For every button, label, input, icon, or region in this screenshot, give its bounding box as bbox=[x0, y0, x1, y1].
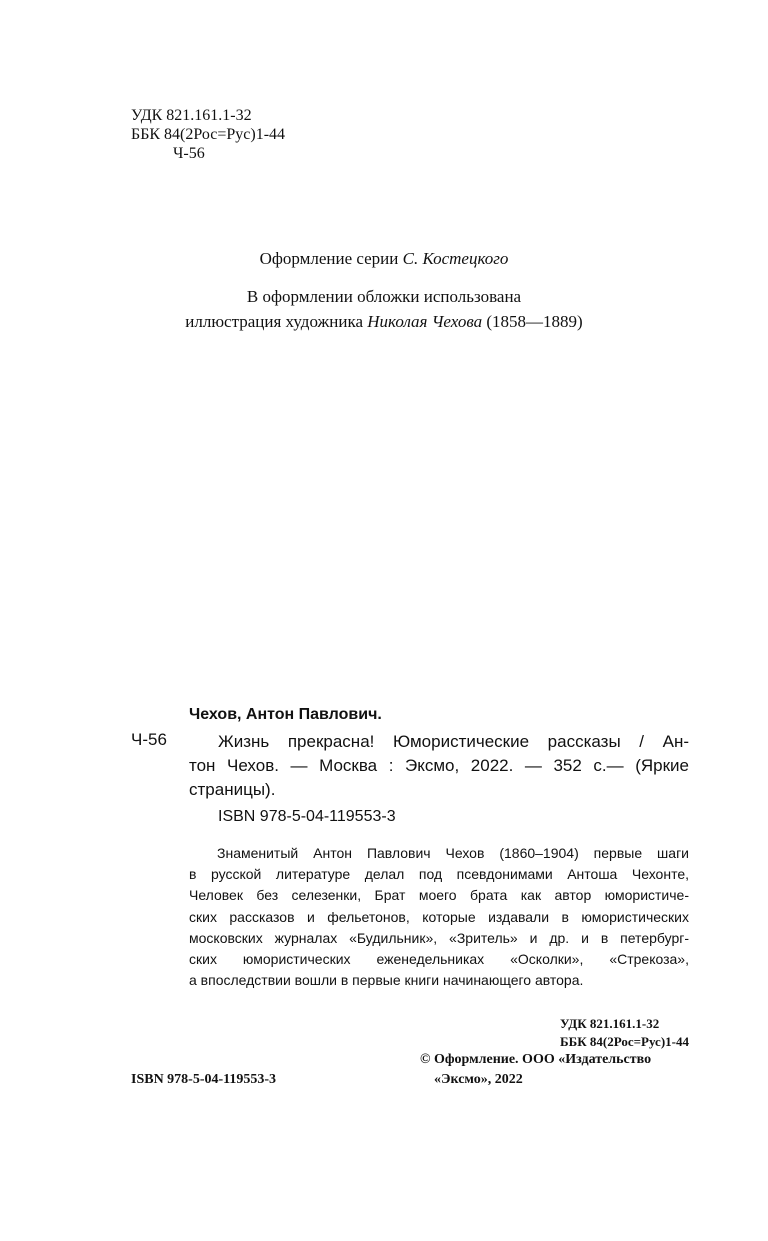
copyright-line-1: © Оформление. ООО «Издательство bbox=[420, 1052, 652, 1067]
bbk-code: ББК 84(2Рос=Рус)1-44 bbox=[131, 126, 286, 143]
bibliographic-description bbox=[189, 730, 689, 802]
catalog-udk-code: УДК 821.161.1-32 bbox=[560, 1016, 660, 1031]
annotation-line: а впоследствии вошли в первые книги начинающего автора. bbox=[189, 972, 584, 989]
copyright-line-2: «Эксмо», 2022 bbox=[434, 1072, 523, 1087]
biblio-line-1: Жизнь прекрасна! Юмористические рассказы / Ан- bbox=[218, 732, 689, 751]
catalog-bbk-code: ББК 84(2Рос=Рус)1-44 bbox=[560, 1034, 689, 1049]
footer-isbn: ISBN 978-5-04-119553-3 bbox=[131, 1072, 277, 1087]
classification-codes bbox=[131, 106, 285, 163]
annotation-line: в русской литературе делал под псевдонимами Антоша Чехонте, bbox=[189, 866, 689, 883]
annotation-line: Человек без селезенки, Брат моего брата как автор юмористиче- bbox=[189, 887, 689, 904]
catalog-author-mark: Ч-56 bbox=[131, 730, 167, 749]
cover-credit-line-1: В оформлении обложки использована bbox=[246, 287, 522, 306]
cover-credit-line-2 bbox=[0, 309, 768, 334]
annotation-line: московских журналах «Будильник», «Зритель» и др. и в петербург- bbox=[189, 929, 689, 946]
catalog-isbn: ISBN 978-5-04-119553-3 bbox=[218, 808, 396, 825]
cover-credit-prefix: иллюстрация художника bbox=[185, 312, 368, 331]
series-designer-name: С. Костецкого bbox=[402, 249, 509, 268]
annotation-line: ских юмористических еженедельниках «Осколки», «Стрекоза», bbox=[189, 951, 689, 968]
cover-artist-years: (1858—1889) bbox=[482, 312, 583, 331]
author-mark: Ч-56 bbox=[173, 145, 205, 162]
biblio-line-3: страницы). bbox=[189, 780, 276, 799]
annotation bbox=[189, 843, 689, 991]
series-design-credit bbox=[0, 246, 768, 271]
annotation-line: Знаменитый Антон Павлович Чехов (1860–1904) первые шаги bbox=[217, 845, 689, 861]
biblio-line-2: тон Чехов. — Москва : Эксмо, 2022. — 352 с.— (Яркие bbox=[189, 756, 689, 775]
series-credit-prefix: Оформление серии bbox=[259, 249, 403, 268]
udk-code: УДК 821.161.1-32 bbox=[131, 107, 252, 124]
cover-illustration-credit bbox=[0, 284, 768, 334]
copyright-notice bbox=[420, 1050, 651, 1090]
catalog-classification-codes bbox=[560, 1015, 689, 1051]
annotation-line: ских рассказов и фельетонов, которые издавали в юмористических bbox=[189, 908, 689, 925]
cover-artist-name: Николая Чехова bbox=[367, 312, 483, 331]
catalog-author: Чехов, Антон Павлович. bbox=[189, 706, 382, 723]
